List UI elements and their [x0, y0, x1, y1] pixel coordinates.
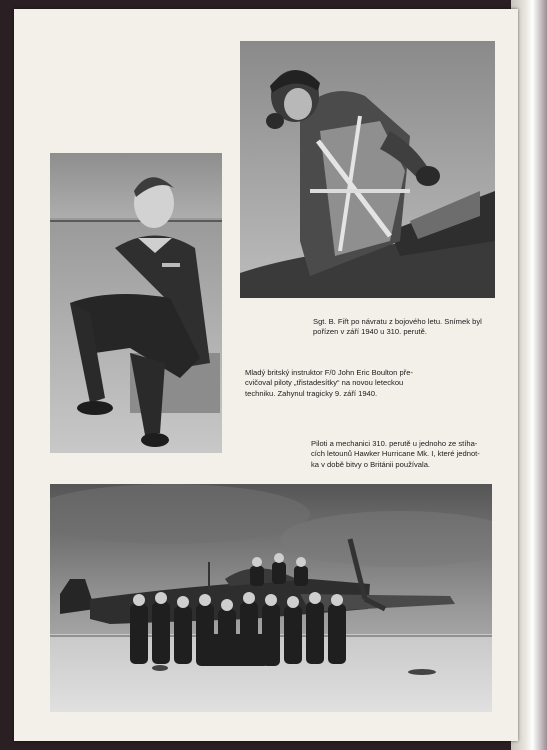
caption-line: ka v době bitvy o Británii používala. [311, 459, 431, 469]
book-page [14, 9, 518, 741]
caption-line: Sgt. B. Fiřt po návratu z bojového letu. Snímek byl [313, 317, 482, 326]
caption-line: cvičoval piloty „třistadesítky“ na novou leteckou [245, 378, 404, 388]
caption-instructor [245, 368, 413, 399]
photo-squadron-with-hurricane [50, 484, 492, 712]
caption-line: Mladý britský instruktor F/0 John Eric Boulton pře- [245, 368, 413, 377]
caption-line: cích letounů Hawker Hurricane Mk. I, které jednot- [311, 449, 480, 459]
photo-pilot-in-cockpit [240, 41, 495, 298]
caption-pilot-return [313, 317, 482, 338]
caption-line: pořízen v září 1940 u 310. perutě. [313, 327, 427, 337]
caption-squadron-group [311, 439, 480, 470]
caption-line: Piloti a mechanici 310. perutě u jednoho ze stíha- [311, 439, 478, 448]
caption-line: techniku. Zahynul tragicky 9. září 1940. [245, 388, 378, 398]
photo-instructor-portrait [50, 153, 222, 453]
